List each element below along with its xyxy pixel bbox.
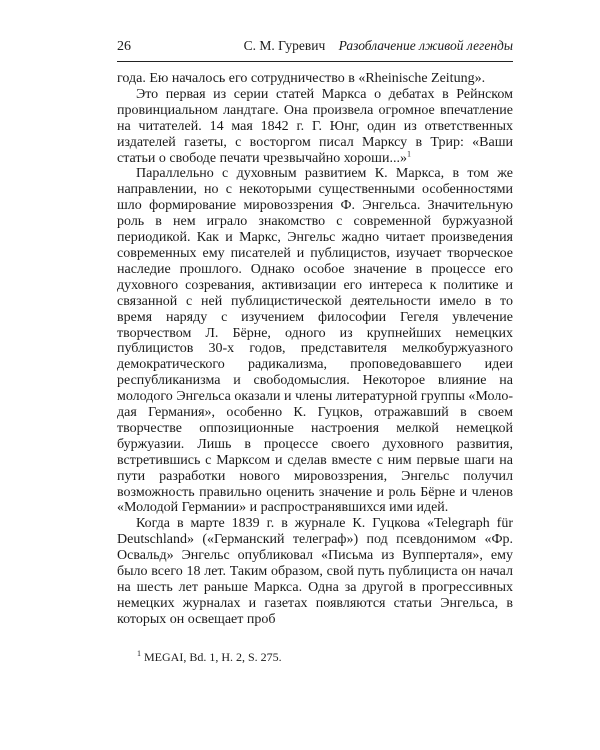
paragraph-2 — [117, 87, 513, 167]
paragraph-4: Когда в марте 1839 г. в журнале К. Гуцкова «Telegraph für Deutschland» («Германский телеграф») под псевдонимом «Фр. Освальд» Энгельс опубликовал «Письма из Вупперталя», ему было всего 18 лет. Таким образом, свой путь публициста он начал на шесть лет раньше Маркса. Одна за другой в прогрессивных немецких журналах и газетах появляются статьи Энгельса, в которых он освещает проб — [117, 516, 513, 627]
book-page — [117, 38, 513, 665]
header-rule — [117, 61, 513, 62]
running-head-title: Разоблачение лживой легенды — [338, 38, 513, 53]
footnote-reference: 1 — [406, 148, 411, 158]
paragraph-1: года. Ею началось его сотрудничество в «Rheinische Zeitung». — [117, 71, 486, 86]
footnote-marker: 1 — [137, 648, 141, 658]
paragraph-3: Параллельно с духовным развитием К. Маркса, в том же направлении, но с некоторыми существенными особенностями шло формирование мировоззрения Ф. Энгельса. Значительную роль в нем играло знакомство с современной буржуазной периодикой. Как и Маркс, Энгельс жадно читает произведения современных ему писателей и публицистов, изучает творческое наследие прошлого. Однако особое значение в процессе его духовного созревания, активизации его интереса к политике и связанной с ней публицистической деятельности имело в то время наряду с изучением философии Гегеля увлечение творчеством Л. Бёрне, одного из крупнейших немецких публицистов 30-х годов, представителя мелкобуржуазного демократического радикализма, проповедовавшего идеи республиканизма и свободомыслия. Некоторое влияние на молодого Энгельса оказали и члены литературной группы «Молодая Германия», особенно К. Гуцков, отражавший в своем творчестве оппозиционные настроения мелкой немецкой буржуазии. Лишь в процессе своего духовного развития, встретившись с Марксом и сделав вместе с ним первые шаги на пути разработки нового мировоззрения, Энгельс получил возможность правильно оценить значение и роль Бёрне и членов «Молодой Германии» и распространявшихся ими идей. — [117, 166, 513, 516]
footnote-text: MEGAI, Bd. 1, H. 2, S. 275. — [144, 649, 282, 664]
running-head-author: С. М. Гуревич — [243, 38, 326, 53]
paragraph-2-text: Это первая из серии статей Маркса о дебатах в Рейнском провинциальном ландтаге. Она произвела огромное впечатление на читателей. 14 мая 1842 г. Г. Юнг, один из ответственных издателей газеты, с восторгом писал Марксу в Трир: «Ваши статьи о свободе печати чрезвычайно хороши...» — [117, 86, 513, 166]
running-head-right — [244, 38, 513, 54]
running-head — [117, 38, 513, 58]
footnote — [117, 650, 513, 665]
page-number: 26 — [117, 39, 131, 54]
body-text — [117, 71, 513, 628]
